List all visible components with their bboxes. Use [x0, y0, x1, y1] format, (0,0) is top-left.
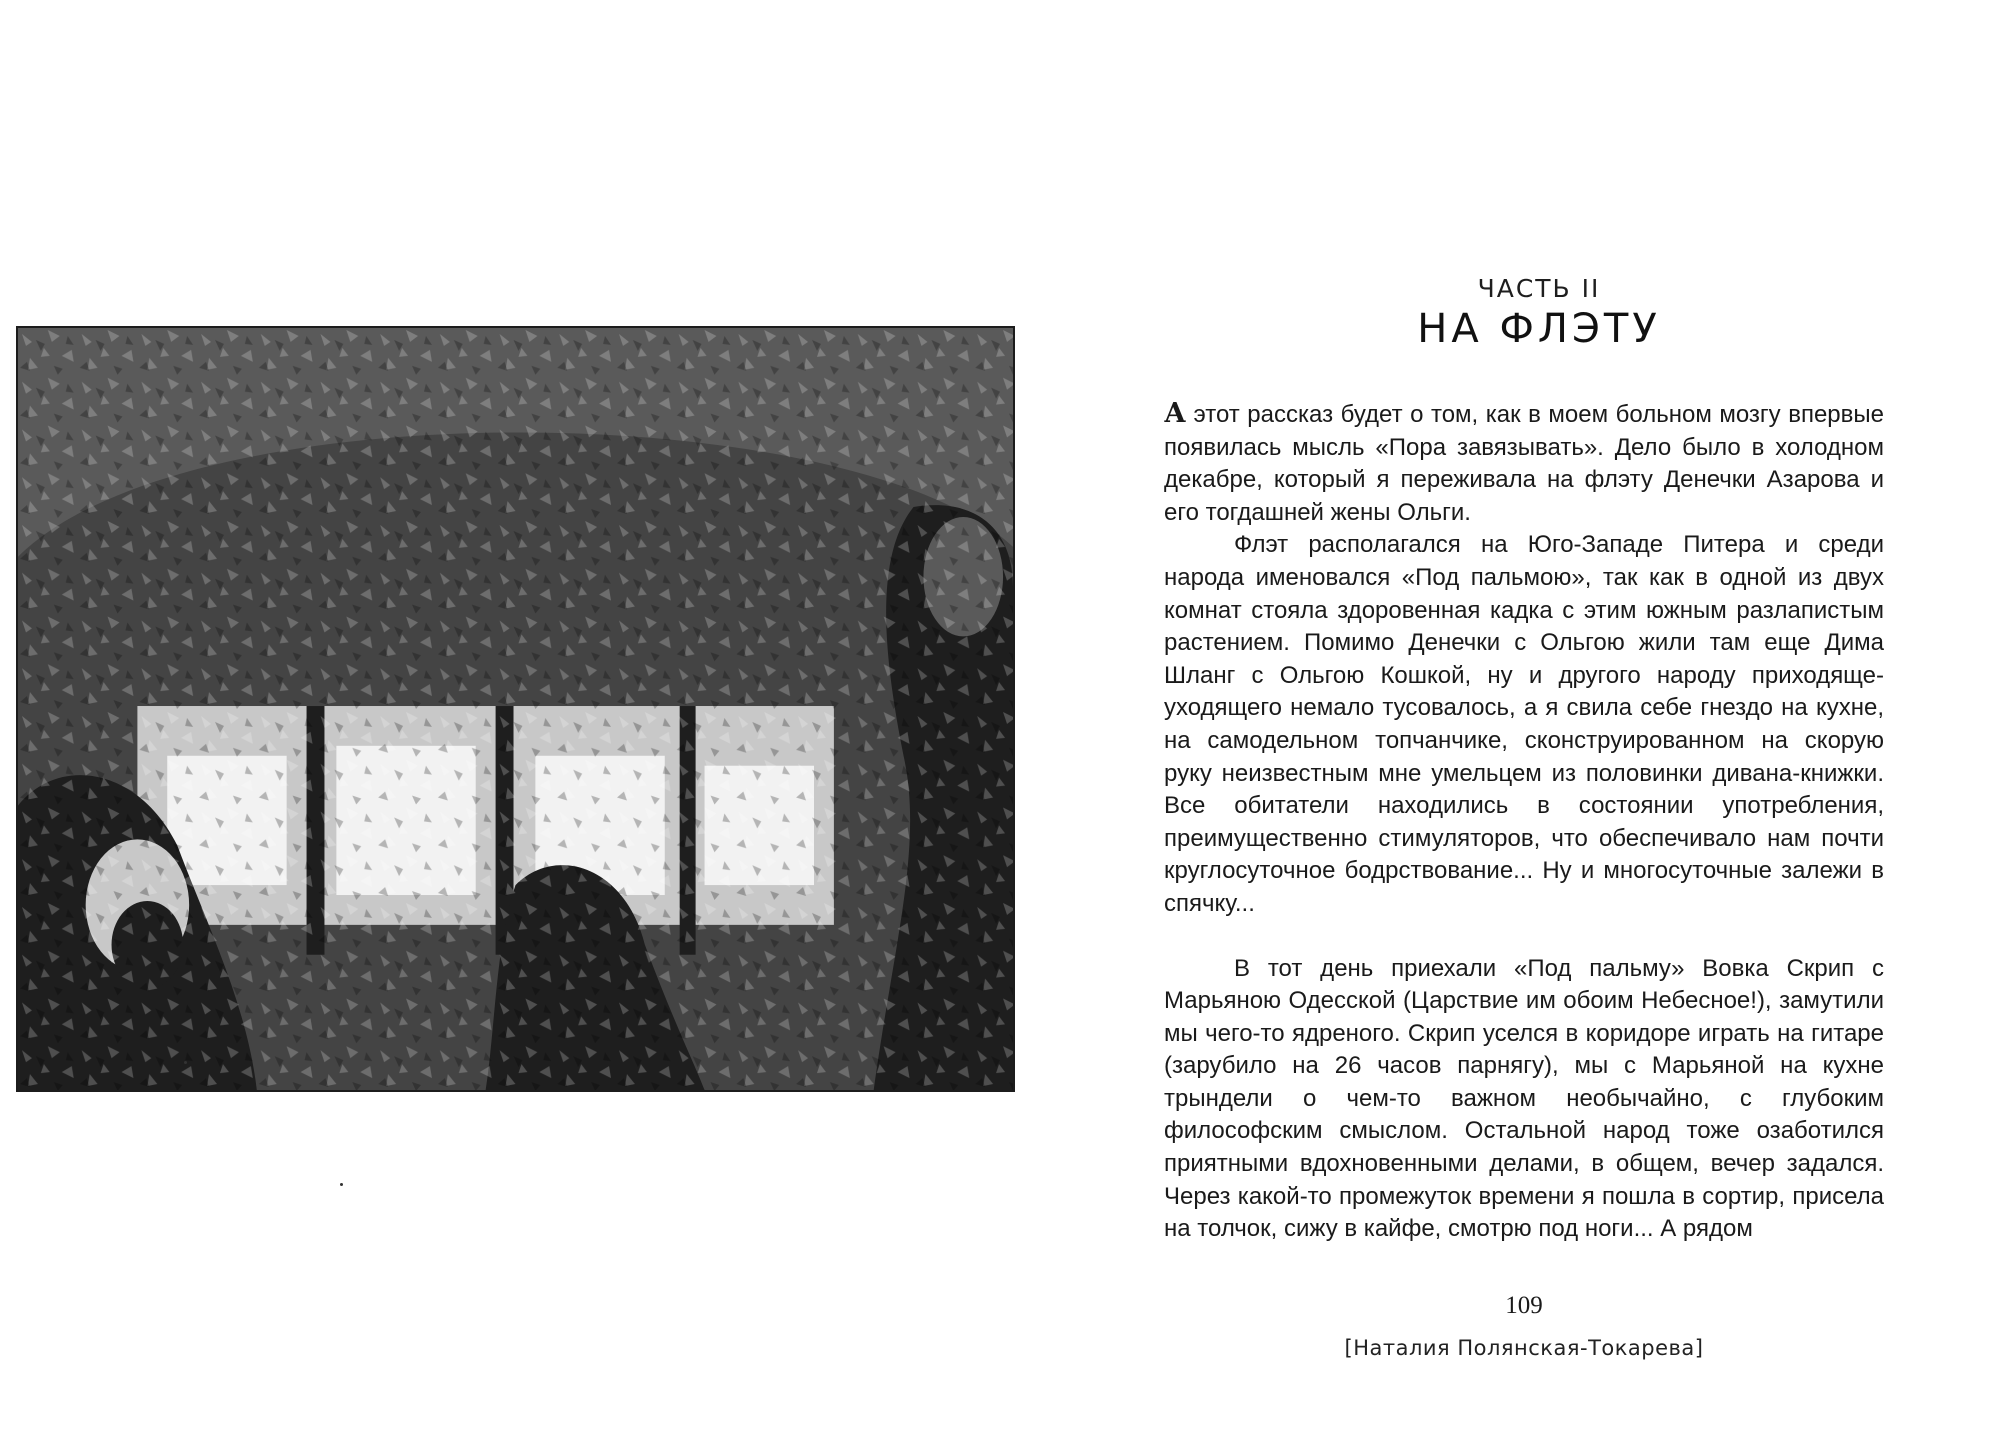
part-label: ЧАСТЬ II	[1477, 274, 1601, 303]
paragraph-2: Флэт располагался на Юго-Западе Питера и среди народа именовался «Под пальмою», так как в одной из двух комнат стояла здоровенная кадка с этим южным разлапистым растением. Помимо Денечки с Ольгою жили там еще Дима Шланг с Ольгою Кошкой, ну и другого народу приходяще-уходящего немало тусовалось, а я свила себе гнездо на кухне, на самодельном топчанчике, сконструированном на скорую руку неизвестным мне умельцем из половинки дивана-книжки. Все обитатели находились в состоянии употребления, преимущественно стимуляторов, что обеспечивало нам почти круглосуточное бодрствование... Ну и многосуточные залежи в спячку...	[1164, 531, 1884, 917]
paper-speck	[340, 1183, 343, 1186]
paragraph-3: В тот день приехали «Под пальму» Вовка Скрип с Марьяною Одесской (Царствие им обоим Небесное!), замутили мы чего-то ядреного. Скрип уселся в коридоре играть на гитаре (зарубило на 26 часов парнягу), мы с Марьяной на кухне трындели о чем-то важном необычайно, с глубоким философским смыслом. Остальной народ тоже озаботился приятными вдохновенными делами, в общем, вечер задался. Через какой-то промежуток времени я пошла в сортир, присела на толчок, сижу в кайфе, смотрю под ноги... А рядом	[1164, 954, 1884, 1243]
photograph-image	[18, 328, 1013, 1090]
photograph	[16, 326, 1015, 1092]
page-number: 109	[1505, 1292, 1543, 1319]
drop-cap: А	[1164, 398, 1186, 429]
paper-speck	[184, 1061, 187, 1064]
paragraph-1	[1164, 398, 1884, 529]
body-text	[1164, 398, 1884, 1246]
running-footer: [Наталия Полянская-Токарева]	[1344, 1336, 1704, 1360]
paragraph-1-text: этот рассказ будет о том, как в моем больном мозгу впервые появилась мысль «Пора завязывать». Дело было в холодном декабре, который я переживала на флэту Денечки Азарова и его тогдашней жены Ольги.	[1164, 401, 1884, 526]
chapter-title: НА ФЛЭТУ	[1417, 306, 1661, 352]
